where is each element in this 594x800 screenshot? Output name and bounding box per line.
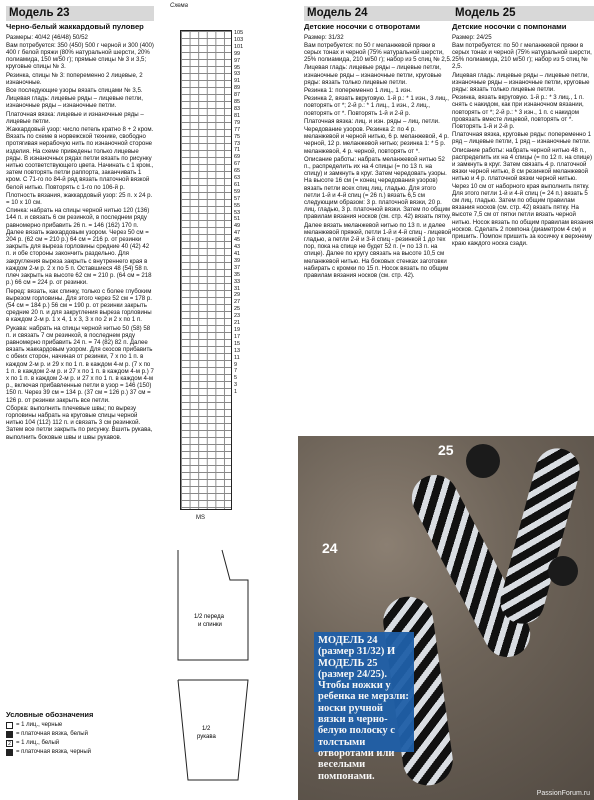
chart-row-number: 5	[234, 375, 238, 382]
model-25-subtitle: Детские носочки с помпонами	[452, 22, 567, 31]
body-paragraph: Все последующие узоры вязать спицами № 3,5.	[6, 87, 143, 95]
pompom	[466, 444, 500, 478]
chart-row-number: 39	[234, 257, 241, 264]
chart-row-number: 23	[234, 313, 241, 320]
model-24-subtitle: Детские носочки с отворотами	[304, 22, 421, 31]
body-paragraph: Резинка 1: попеременно 1 лиц., 1 изн.	[304, 87, 412, 95]
photo-label-25: 25	[438, 442, 454, 458]
chart-row-number: 37	[234, 264, 241, 271]
body-paragraph: Резинка 2, вязать вкруговую. 1-й р.: * 1 изн., 3 лиц., повторять от *; 2-й р.: * 1 лиц., 1 изн., 2 лиц., повторять от *. Повторять 1-й и 2-й р.	[304, 95, 449, 117]
chart-row-number: 13	[234, 347, 241, 354]
model-23-body	[6, 34, 154, 441]
white-square-icon	[6, 722, 13, 729]
chart-row-number: 53	[234, 209, 241, 216]
body-paragraph: Платочная вязка, круговые ряды: попеременно 1 ряд – лицевые петли, 1 ряд – изнаночные петли.	[452, 131, 592, 146]
chart-row-number: 9	[234, 361, 238, 368]
chart-row-number: 105	[234, 30, 244, 36]
model-24-body	[304, 34, 452, 280]
black-square-icon	[6, 749, 13, 756]
model-25-title: Модель 25	[452, 6, 594, 21]
body-paragraph: Описание работы: набрать меланжевой нитью 52 п., распределить их на 4 спицы (= по 13 п. на спицу) и замкнуть в круг. Затем чередовать узоры. На высоте 16 см (= конец чередования узоров) вязать петли всех спиц лиц. гладью. Для этого петли 1-й и 4-й спиц (= 26 п.) вязать 6,5 см следующим образом: 3 р. платочной вязки, 20 р. лиц. гладью, 3 р. платочной вязки. Затем по общим правилам вязания носков (см. стр. 42) вязать пятку.	[304, 155, 452, 221]
chart-row-number: 99	[234, 50, 241, 57]
chart-row-number: 55	[234, 202, 241, 209]
body-paragraph: Вам потребуется: по 50 г меланжевой пряжи в серых тонах и черной (75% натуральной шерсти, 25% полиамида, 210 м/50 г); набор из 5 спиц № 2,5.	[452, 41, 592, 71]
chart-row-number: 15	[234, 340, 241, 347]
chart-row-number: 75	[234, 133, 241, 140]
body-paragraph: Описание работы: набрать черной нитью 48 п., распределить их на 4 спицы (= по 12 п. на спице) и замкнуть в круг. Затем связать 4 р. платочной вязки черной нитью, 8 см резинкой меланжевой нитью и 4 р. платочной вязки черной нитью. Через 10 см от наборного края выполнить пятку. Для этого петли 1-й и 4-й спиц (= 24 п.) вязать 5 см лиц. гладью. Затем по общим правилам вязания носков (см. стр. 42) вязать пятку. На высоте 7,5 см от пятки петли вязать черной нитью. Носок вязать по общим правилам вязания носков. Сделать 2 помпона (диаметром 4 см) и пришить. Помпон пришить за косичку к верхнему краю каждого носка сзади.	[452, 146, 594, 248]
chart-row-number: 103	[234, 36, 244, 43]
svg-text:рукава: рукава	[197, 734, 216, 740]
chart-row-number: 67	[234, 161, 241, 168]
chart-row-number: 11	[234, 354, 240, 361]
pompom	[548, 556, 578, 586]
pattern-front-label: 1/2 переда	[194, 614, 224, 620]
body-paragraph: Размеры: 40/42 (46/48) 50/52	[6, 33, 88, 41]
body-paragraph: Сборка: выполнить плечевые швы; по вырезу горловины набрать на круговые спицы черной нитью 104 (112) 112 п. и связать 3 см резинкой. Затем все петли закрыть по рисунку. Вшить рукава, выполнить боковые швы и швы рукавов.	[6, 404, 153, 441]
legend-item: = 1 лиц., черные	[6, 721, 154, 730]
chart-row-number: 7	[234, 368, 238, 375]
chart-row-number: 93	[234, 71, 241, 78]
watermark: PassionForum.ru	[536, 790, 590, 797]
chart-row-number: 25	[234, 306, 241, 313]
chart-row-number: 45	[234, 237, 241, 244]
body-paragraph: Платочная вязка: лицевые и изнаночные ряды – лицевые петли.	[6, 110, 144, 125]
model-23-column	[6, 6, 154, 706]
chart-row-number: 73	[234, 140, 241, 147]
pattern-outline	[160, 540, 270, 800]
chart-row-number: 95	[234, 64, 241, 71]
chart-row-number: 57	[234, 195, 241, 202]
chart-row-number: 69	[234, 154, 241, 161]
photo-label-24: 24	[322, 540, 338, 556]
body-paragraph: Размер: 24/25	[452, 33, 492, 41]
chart-row-number: 41	[234, 251, 241, 257]
body-paragraph: Платочная вязка: лиц. и изн. ряды – лиц. петли.	[304, 117, 440, 125]
pattern-diagram	[160, 540, 270, 740]
chart-row-number: 79	[234, 119, 241, 126]
legend-item: 2 = 1 лиц., белый	[6, 739, 154, 748]
photo-caption: МОДЕЛЬ 24 (размер 31/32) И МОДЕЛЬ 25 (размер 24/25). Чтобы ножки у ребенка не мерзли: носки ручной вязки в черно-белую полоску с толстыми отворотами или веселыми помпонами.	[314, 632, 414, 752]
model-25-column	[452, 6, 594, 434]
model-24-column	[304, 6, 452, 434]
body-paragraph: Лицевая гладь: лицевые ряды – лицевые петли, изнаночные ряды – изнаночные петли, круговые ряды: вязать только лицевые петли.	[304, 64, 442, 86]
chart-row-number: 97	[234, 57, 241, 64]
body-paragraph: Вам потребуется: по 50 г меланжевой пряжи в серых тонах и черной (75% натуральной шерсти, 25% полиамида, 210 м/50 г); набор из 5 спиц № 2,5.	[304, 41, 452, 64]
number-square-icon: 2	[6, 740, 13, 747]
model-23-title: Модель 23	[6, 6, 154, 21]
body-paragraph: Лицевая гладь: лицевые ряды – лицевые петли, изнаночные ряды – изнаночные петли.	[6, 95, 143, 110]
chart-row-numbers	[234, 30, 252, 396]
body-paragraph: Размер: 31/32	[304, 33, 344, 41]
body-paragraph: Жаккардовый узор: число петель кратно 8 + 2 кром. Вязать по схеме в норвежской технике, свободно протягивая нерабочую нить по изнаночной стороне изделия. На схеме приведены только лицевые ряды. В изнаночных рядах петли вязать по рисунку нитью соответствующего цвета. Начинать с 1 кром., затем повторять петли раппорта, заканчивать 1 кром. С 71-го по 84-й ряд вязать платочной вязкой белой нитью. Повторять с 1-го по 106-й р.	[6, 126, 154, 191]
legend	[6, 710, 154, 757]
chart-row-number: 85	[234, 99, 241, 106]
sock-shape	[495, 443, 584, 628]
chart-row-number: 35	[234, 271, 241, 278]
body-paragraph: Плотность вязания, жаккардовый узор: 25 п. x 24 р. = 10 x 10 см.	[6, 191, 153, 207]
chart-row-number: 21	[234, 320, 241, 327]
body-paragraph: Лицевая гладь: лицевые ряды – лицевые петли, изнаночные ряды – изнаночные петли, круговые ряды: вязать только лицевые петли.	[452, 71, 590, 94]
model-24-title: Модель 24	[304, 6, 452, 21]
chart-row-number: 1	[234, 389, 238, 396]
chart-row-number: 87	[234, 92, 241, 99]
chart-row-number: 19	[234, 326, 241, 333]
chart-row-number: 31	[234, 285, 241, 292]
chart-row-number: 83	[234, 105, 241, 112]
chart-row-number: 81	[234, 112, 241, 119]
jacquard-chart-grid	[180, 30, 232, 510]
chart-row-number: 61	[234, 181, 241, 188]
body-paragraph: Перед: вязать, как спинку, только с более глубоким вырезом горловины. Для этого через 52 см = 178 р. (54 см = 184 р.) 56 см = 190 р. от резинки закрыть средние 20 п. и для закругления выреза горловины в каждом 2-м р. 1 x 4, 1 x 3, 3 x по 2 и 2 x по 1 п.	[6, 287, 152, 324]
chart-row-number: 63	[234, 175, 241, 182]
chart-row-number: 71	[234, 147, 241, 154]
legend-item: = платочная вязка, белый	[6, 730, 154, 739]
body-paragraph: Резинка, спицы № 3: попеременно 2 лицевые, 2 изнаночные.	[6, 71, 143, 86]
body-paragraph: Рукава: набрать на спицы черной нитью 50 (58) 58 п. и связать 7 см резинкой, в последнем ряду равномерно прибавить 24 п. = 74 (82) 82 п. Далее вязать жаккардовым узором. Для скосов прибавить с обеих сторон, начиная от резинки, 7 x по 1 п. в каждом 2-м р. и 29 x по 1 п. в каждом 4-м р. (7 x по 1 п. в каждом 2-м р. и 27 x по 1 п. в каждом 4-м р.) 7 x по 1 п. в каждом 2-м р. и 27 x по 1 п. в каждом 4-м р., включая прибавленные петли в узор = 146 (150) 150 п. Через 39 см = 134 р. (37 см = 126 р.) 37 см = 126 р. от резинки закрыть все петли.	[6, 324, 154, 404]
model-23-subtitle: Черно-белый жаккардовый пуловер	[6, 22, 144, 31]
chart-row-number: 91	[234, 78, 241, 85]
chart-row-number: 101	[234, 43, 244, 50]
chart-heading: Схема	[170, 3, 188, 9]
model-25-body	[452, 34, 594, 248]
chart-row-number: 89	[234, 85, 241, 92]
chart-row-number: 77	[234, 126, 241, 133]
black-square-icon	[6, 731, 13, 738]
body-paragraph: Далее вязать меланжевой нитью по 13 п. и далее меланжевой пряжей, петли 1-й и 4-й спиц - лицевой гладью, а петли 2-й и 3-й спиц - резинкой 1 до тех пор, пока на спице не будет 52 п. (= по 13 п. на спице). Далее по кругу связать на высоте 10,5 см меланжевой нитью. На боковых стенках заготовки набирать с кромки по 15 п. Носок вязать по общим правилам вязания носков (см. стр. 42).	[304, 221, 452, 280]
legend-item: = платочная вязка, черный	[6, 748, 154, 757]
chart-row-number: 17	[234, 333, 241, 340]
chart-row-number: 27	[234, 299, 241, 306]
svg-text:и спинки: и спинки	[198, 622, 222, 628]
body-paragraph: Резинка, вязать вкруговую. 1-й р.: * 3 лиц., 1 п. снять с накидом, как при изнаночном вязании, повторять от *; 2-й р.: * 3 изн., 1 п. с накидом провязать вместе лицевой, повторять от *. Повторять 1-й и 2-й р.	[452, 94, 584, 131]
chart-row-number: 47	[234, 230, 241, 237]
chart-row-number: 3	[234, 382, 238, 389]
chart-row-number: 29	[234, 292, 241, 299]
body-paragraph: Чередование узоров. Резинка 2: по 4 р. меланжевой и черной нитью, 6 р. меланжевой, 4 р. черной, 12 р. меланжевой нитью; резинка 1: * 5 р. меланжевой, 4 р. черной, повторять от *.	[304, 126, 449, 155]
body-paragraph: Спинка: набрать на спицы черной нитью 120 (136) 144 п. и связать 6 см резинкой, в последнем ряду равномерно прибавить 26 п. = 146 (162) 170 п. Далее вязать жаккардовым узором. Через 50 см = 204 р. (62 см = 210 р.) 64 см = 216 р. от резинки закрыть для выреза горловины средние 40 (42) 42 п. и обе стороны закончить раздельно. Для закругления выреза закрыть с внутреннего края в каждом 2-м р. 2 x по 5 п. Оставшиеся 48 (54) 58 п. плеч закрыть на высоте 62 см = 210 р. (64 см = 218 р.) 66 см = 224 р. от резинки.	[6, 207, 152, 287]
chart-row-number: 43	[234, 244, 241, 251]
chart-row-number: 51	[234, 216, 241, 223]
legend-title: Условные обозначения	[6, 710, 94, 719]
pattern-sleeve-label: 1/2	[202, 726, 211, 732]
chart-row-number: 33	[234, 278, 241, 285]
chart-row-number: 49	[234, 223, 241, 230]
body-paragraph: Вам потребуется: 350 (450) 500 г черной и 300 (400) 400 г белой пряжи (80% натуральной шерсти, 20% полиамида, 150 м/50 г); прямые спицы № 3 и 3,5; круговые спицы № 3.	[6, 41, 154, 71]
chart-row-number: 65	[234, 168, 241, 175]
chart-footer-label: MS	[196, 515, 205, 521]
chart-row-number: 59	[234, 188, 241, 195]
